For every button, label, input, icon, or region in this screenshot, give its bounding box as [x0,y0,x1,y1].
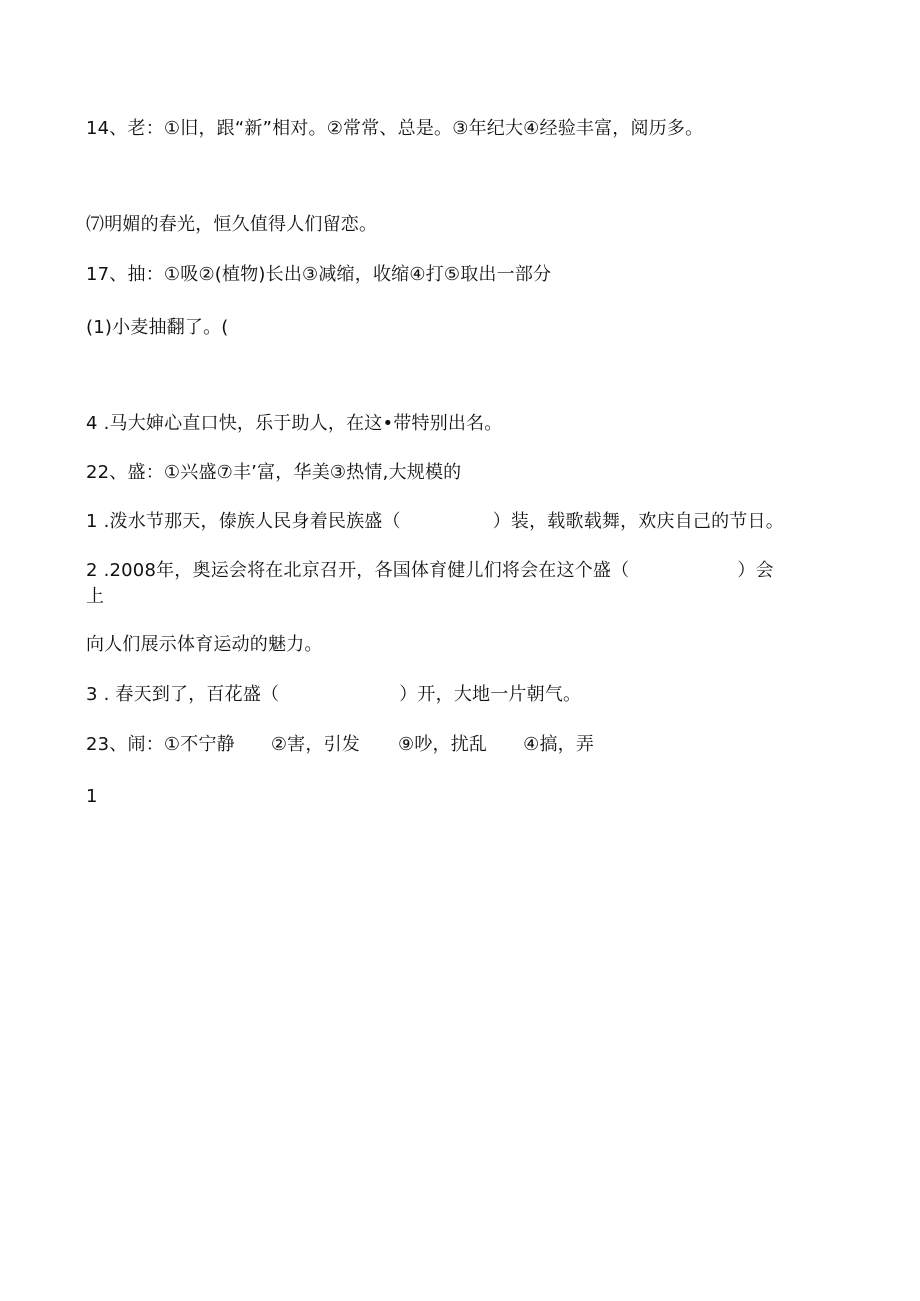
exercise-3-before-blank: 3 . 春天到了，百花盛（ [86,684,280,705]
nao-meaning-1: 23、闹：①不宁静 [86,734,235,755]
exercise-2 [86,560,774,582]
entry-23-nao [86,734,594,756]
exercise-1-after-blank: ）装，载歌载舞，欢庆自己的节日。 [492,511,784,532]
nao-meaning-2: ②害，引发 [270,734,360,755]
example-sentence-1: (1)小麦抽翻了。( [86,317,229,338]
example-sentence-7: ⑺明媚的春光，恒久值得人们留恋。 [86,214,378,235]
exercise-2-continuation: 向人们展示体育运动的魅力。 [86,634,323,655]
exercise-3-after-blank: ）开，大地一片朝气。 [399,684,582,705]
entry-17-chou: 17、抽：①吸②(植物)长出③减缩，收缩④打⑤取出一部分 [86,264,552,285]
exercise-2-wrap: 上 [86,586,105,607]
entry-14-lao: 14、老：①旧，跟“新”相对。②常常、总是。③年纪大④经验丰富，阅历多。 [86,118,704,139]
exercise-1-before-blank: 1 .泼水节那天，傣族人民身着民族盛（ [86,511,401,532]
exercise-2-before-blank: 2 .2008年，奥运会将在北京召开，各国体育健儿们将会在这个盛（ [86,560,630,581]
trailing-number: 1 [86,786,98,807]
example-sentence-4: 4 .马大婶心直口快，乐于助人，在这•带特别出名。 [86,413,503,434]
nao-meaning-4: ④搞，弄 [523,734,595,755]
exercise-1 [86,511,784,533]
nao-meaning-3: ⑨吵，扰乱 [397,734,488,755]
exercise-2-after-blank: ）会 [737,560,774,581]
entry-22-sheng: 22、盛：①兴盛⑦丰’富，华美③热情,大规模的 [86,462,462,483]
exercise-3 [86,684,581,706]
